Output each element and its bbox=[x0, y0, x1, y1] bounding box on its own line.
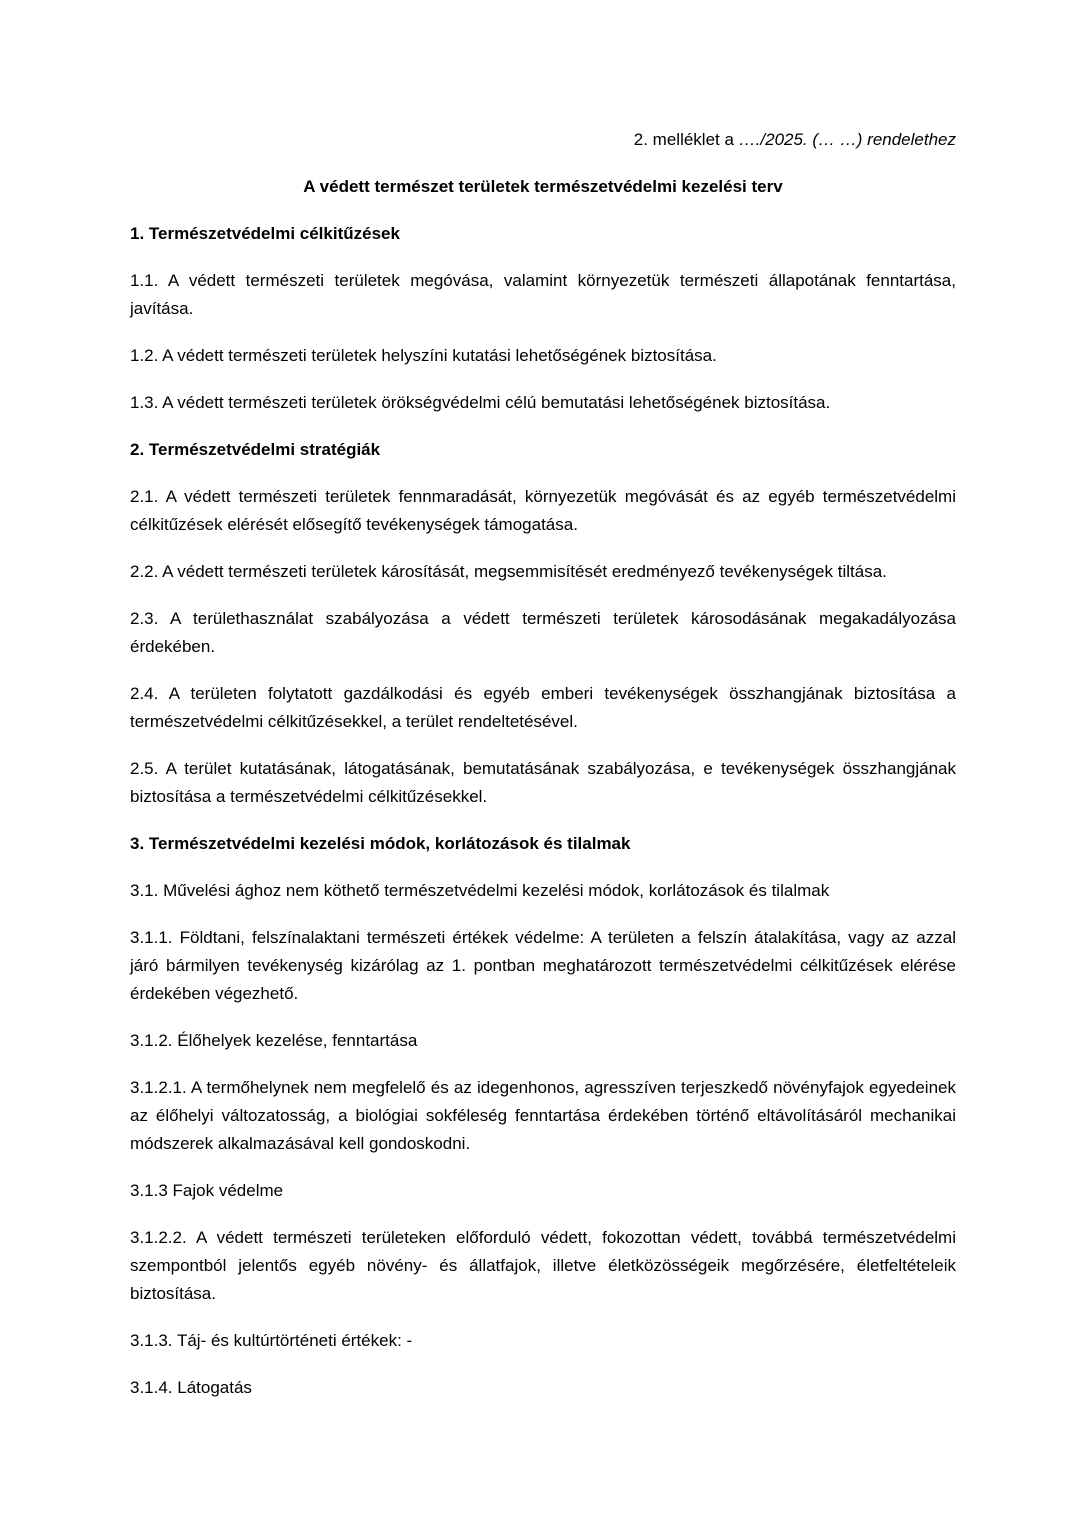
paragraph: 3.1.3. Táj- és kultúrtörténeti értékek: - bbox=[130, 1331, 413, 1350]
document-title: A védett természet területek természetvédelmi kezelési terv bbox=[303, 177, 783, 196]
paragraph: 1.1. A védett természeti területek megóvása, valamint környezetük természeti állapotának fenntartása, javítása. bbox=[130, 271, 956, 318]
paragraph: 2.3. A területhasználat szabályozása a védett természeti területek károsodásának megakadályozása érdekében. bbox=[130, 609, 956, 656]
paragraph: 2.4. A területen folytatott gazdálkodási és egyéb emberi tevékenységek összhangjának biztosítása a természetvédelmi célkitűzésekkel, a terület rendeltetésével. bbox=[130, 684, 956, 731]
section-heading: 1. Természetvédelmi célkitűzések bbox=[130, 224, 400, 243]
annex-prefix: 2. melléklet a bbox=[633, 130, 739, 149]
paragraph: 1.3. A védett természeti területek örökségvédelmi célú bemutatási lehetőségének biztosítása. bbox=[130, 393, 831, 412]
paragraph: 3.1.2. Élőhelyek kezelése, fenntartása bbox=[130, 1031, 418, 1050]
paragraph: 2.5. A terület kutatásának, látogatásának, bemutatásának szabályozása, e tevékenységek összhangjának biztosítása a természetvédelmi célkitűzésekkel. bbox=[130, 759, 956, 806]
paragraph: 2.2. A védett természeti területek károsítását, megsemmisítését eredményező tevékenységek tiltása. bbox=[130, 562, 887, 581]
paragraph: 3.1.1. Földtani, felszínalaktani természeti értékek védelme: A területen a felszín átalakítása, vagy az azzal járó bármilyen tevékenység kizárólag az 1. pontban meghatározott természetvédelmi célkitűzések elérése érdekében végezhető. bbox=[130, 928, 956, 1003]
paragraph: 3.1. Művelési ághoz nem köthető természetvédelmi kezelési módok, korlátozások és tilalmak bbox=[130, 881, 830, 900]
paragraph: 3.1.2.1. A termőhelynek nem megfelelő és az idegenhonos, agresszíven terjeszkedő növényfajok egyedeinek az élőhelyi változatosság, a biológiai sokféleség fenntartása érdekében történő eltávolításáról mechanikai módszerek alkalmazásával kell gondoskodni. bbox=[130, 1078, 956, 1153]
annex-decree-reference: …./2025. (… …) rendelethez bbox=[738, 130, 956, 149]
paragraph: 3.1.3 Fajok védelme bbox=[130, 1181, 284, 1200]
section-heading: 3. Természetvédelmi kezelési módok, korlátozások és tilalmak bbox=[130, 834, 631, 853]
paragraph: 3.1.4. Látogatás bbox=[130, 1378, 252, 1397]
annex-reference bbox=[130, 126, 956, 154]
document-body bbox=[130, 126, 956, 1421]
paragraph: 3.1.2.2. A védett természeti területeken előforduló védett, fokozottan védett, továbbá természetvédelmi szempontból jelentős egyéb növény- és állatfajok, illetve életközösségeik megőrzésére, életfeltételeik biztosítása. bbox=[130, 1228, 956, 1303]
paragraph: 2.1. A védett természeti területek fennmaradását, környezetük megóvását és az egyéb természetvédelmi célkitűzések elérését elősegítő tevékenységek támogatása. bbox=[130, 487, 956, 534]
section-heading: 2. Természetvédelmi stratégiák bbox=[130, 440, 381, 459]
paragraph: 1.2. A védett természeti területek helyszíni kutatási lehetőségének biztosítása. bbox=[130, 346, 717, 365]
